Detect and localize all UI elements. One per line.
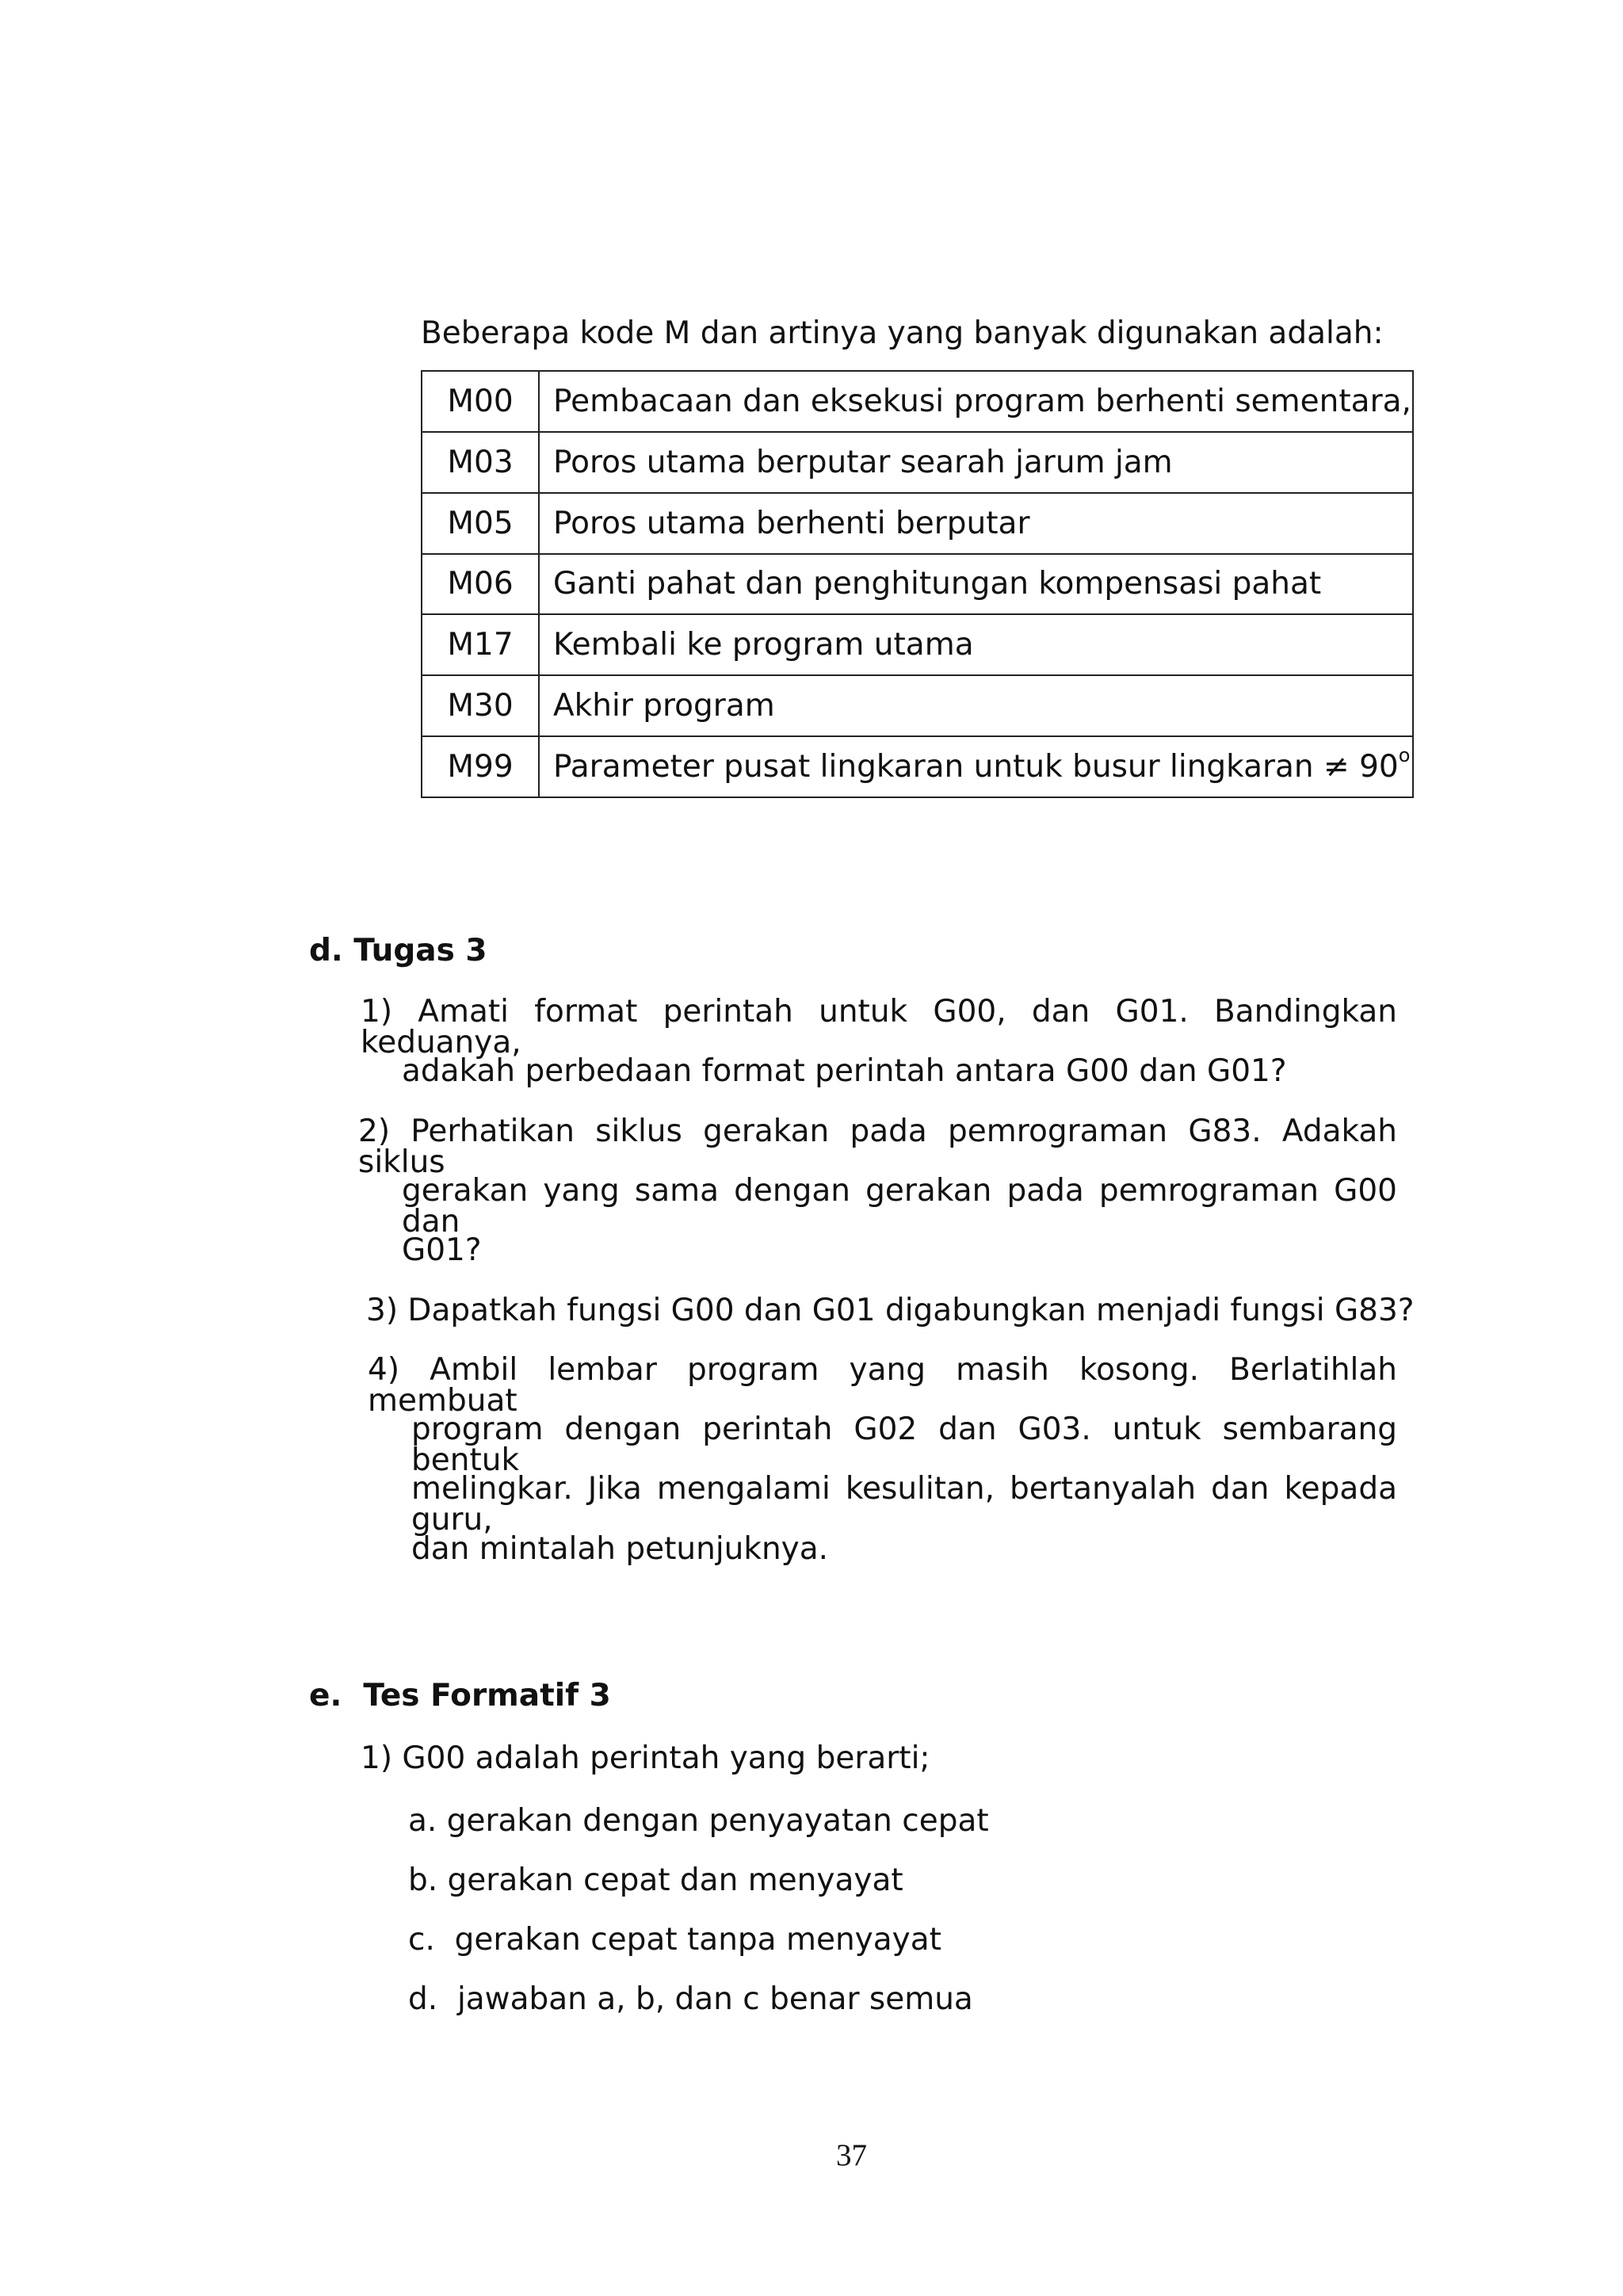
list-item-line: G01? <box>402 1232 482 1268</box>
quiz-option: d. jawaban a, b, dan c benar semua <box>408 1981 973 2017</box>
m-code-description <box>539 736 1413 797</box>
list-item-line: dan mintalah petunjuknya. <box>411 1531 829 1567</box>
list-item-line: 1) Amati format perintah untuk G00, dan G01. Bandingkan keduanya, <box>361 994 1397 1060</box>
m-code: M17 <box>422 614 539 675</box>
list-item-line: 3) Dapatkah fungsi G00 dan G01 digabungkan menjadi fungsi G83? <box>366 1293 1415 1328</box>
table-row <box>422 614 1413 675</box>
section-e-heading: e. Tes Formatif 3 <box>309 1678 611 1713</box>
list-item-line: program dengan perintah G02 dan G03. untuk sembarang bentuk <box>411 1412 1397 1478</box>
list-item-line: adakah perbedaan format perintah antara G00 dan G01? <box>402 1053 1287 1089</box>
quiz-option: a. gerakan dengan penyayatan cepat <box>408 1803 989 1839</box>
m-code: M03 <box>422 432 539 493</box>
list-item-line: gerakan yang sama dengan gerakan pada pemrograman G00 dan <box>402 1173 1397 1240</box>
m-code: M00 <box>422 371 539 432</box>
table-row <box>422 554 1413 615</box>
m-code-description: Poros utama berhenti berputar <box>539 493 1413 554</box>
m-code: M05 <box>422 493 539 554</box>
m-code-table <box>421 370 1414 798</box>
m-code: M06 <box>422 554 539 615</box>
quiz-question: 1) G00 adalah perintah yang berarti; <box>361 1740 930 1776</box>
m-code-description: Poros utama berputar searah jarum jam <box>539 432 1413 493</box>
section-d-heading: d. Tugas 3 <box>309 933 487 968</box>
page-number: 37 <box>836 2138 867 2172</box>
quiz-option: c. gerakan cepat tanpa menyayat <box>408 1922 941 1958</box>
m-code-description: Ganti pahat dan penghitungan kompensasi pahat <box>539 554 1413 615</box>
m-code: M30 <box>422 675 539 736</box>
list-item-line: melingkar. Jika mengalami kesulitan, bertanyalah dan kepada guru, <box>411 1471 1397 1538</box>
table-intro: Beberapa kode M dan artinya yang banyak digunakan adalah: <box>421 315 1384 351</box>
table-row <box>422 493 1413 554</box>
m-code: M99 <box>422 736 539 797</box>
table-row <box>422 736 1413 797</box>
m-code-description-text: Parameter pusat lingkaran untuk busur lingkaran ≠ 90 <box>553 749 1399 785</box>
table-row <box>422 432 1413 493</box>
quiz-option: b. gerakan cepat dan menyayat <box>408 1862 903 1898</box>
m-code-description: Akhir program <box>539 675 1413 736</box>
list-item-line: 2) Perhatikan siklus gerakan pada pemrograman G83. Adakah siklus <box>358 1114 1397 1180</box>
m-code-description: Pembacaan dan eksekusi program berhenti sementara, <box>539 371 1413 432</box>
list-item-line: 4) Ambil lembar program yang masih kosong. Berlatihlah membuat <box>368 1352 1397 1419</box>
table-row <box>422 675 1413 736</box>
table-row <box>422 371 1413 432</box>
degree-superscript: o <box>1398 744 1411 767</box>
m-code-description: Kembali ke program utama <box>539 614 1413 675</box>
